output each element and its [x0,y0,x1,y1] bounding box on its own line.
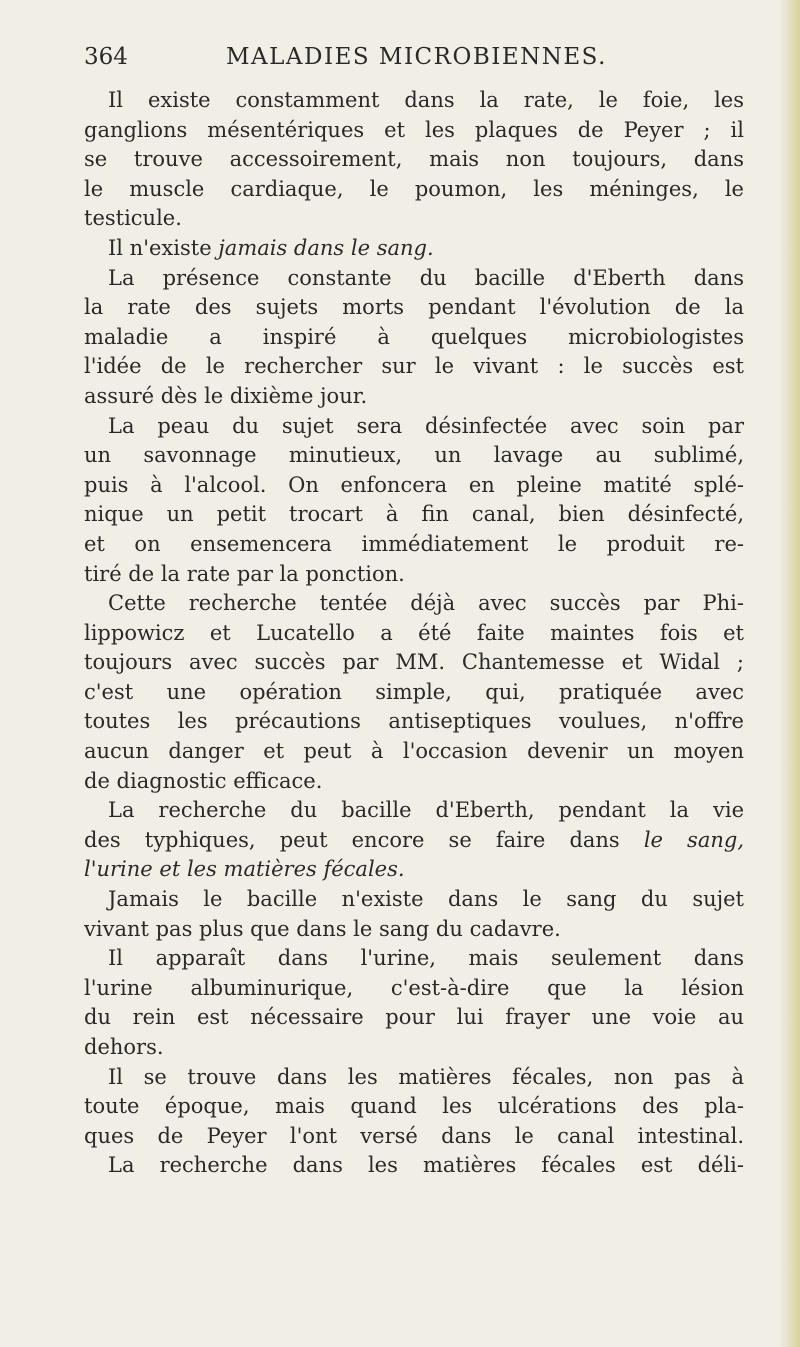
text-line: ganglions mésentériques et les plaques de Peyer ; il [84,117,744,142]
text-line: La présence constante du bacille d'Eberth dans [108,265,744,290]
text-line: La recherche dans les matières fécales est déli- [108,1153,744,1178]
page-edge-shadow [778,0,800,1347]
book-page [84,44,744,1181]
text-span: Il n'existe [108,235,219,260]
running-head [84,44,744,80]
text-line: La recherche du bacille d'Eberth, pendant la vie [108,798,744,823]
text-line [84,234,744,264]
italic-text: jamais dans le sang. [218,235,434,260]
text-line: toujours avec succès par MM. Chantemesse et Widal ; [84,650,744,675]
text-line [84,826,744,856]
text-line: La peau du sujet sera désinfectée avec soin par [108,413,744,438]
text-line: toutes les précautions antiseptiques voulues, n'offre [84,709,744,734]
italic-text: le sang, [643,827,744,852]
running-title: MALADIES MICROBIENNES. [226,44,607,70]
text-line: le muscle cardiaque, le poumon, les méninges, le [84,176,744,201]
text-line: l'urine albuminurique, c'est-à-dire que la lésion [84,975,744,1000]
italic-text: l'urine et les matières fécales. [84,857,405,882]
text-span: des typhiques, peut encore se faire dans [84,827,644,852]
text-line: assuré dès le dixième jour. [84,383,368,408]
text-line: la rate des sujets morts pendant l'évolution de la [84,295,744,320]
body-text [84,86,744,1181]
text-line: c'est une opération simple, qui, pratiquée avec [84,679,744,704]
page-number: 364 [84,44,128,70]
text-line [84,855,744,885]
text-line: de diagnostic efficace. [84,768,323,793]
text-line: Il existe constamment dans la rate, le foie, les [108,88,744,112]
text-line: testicule. [84,206,182,231]
text-line: dehors. [84,1035,164,1059]
text-line: maladie a inspiré à quelques microbiologistes [84,324,744,349]
text-line: du rein est nécessaire pour lui frayer une voie au [84,1005,744,1030]
text-line: lippowicz et Lucatello a été faite maintes fois et [84,620,744,645]
text-line: aucun danger et peut à l'occasion devenir un moyen [84,739,744,764]
text-line: un savonnage minutieux, un lavage au sublimé, [84,443,744,468]
text-line: Il apparaît dans l'urine, mais seulement dans [108,946,744,971]
text-line: vivant pas plus que dans le sang du cadavre. [84,916,561,941]
text-line: tiré de la rate par la ponction. [84,561,405,586]
text-line: Cette recherche tentée déjà avec succès par Phi- [108,591,744,616]
text-line: nique un petit trocart à fin canal, bien désinfecté, [84,502,744,527]
text-line: se trouve accessoirement, mais non toujours, dans [84,147,744,172]
text-line: et on ensemencera immédiatement le produit re- [84,531,744,556]
text-line: l'idée de le rechercher sur le vivant : le succès est [84,354,744,379]
text-line: toute époque, mais quand les ulcérations des pla- [84,1094,744,1119]
text-line: puis à l'alcool. On enfoncera en pleine matité splé- [84,472,744,497]
text-line: Il se trouve dans les matières fécales, non pas à [108,1064,744,1089]
text-line: Jamais le bacille n'existe dans le sang du sujet [108,887,744,912]
text-line: ques de Peyer l'ont versé dans le canal intestinal. [84,1123,744,1148]
